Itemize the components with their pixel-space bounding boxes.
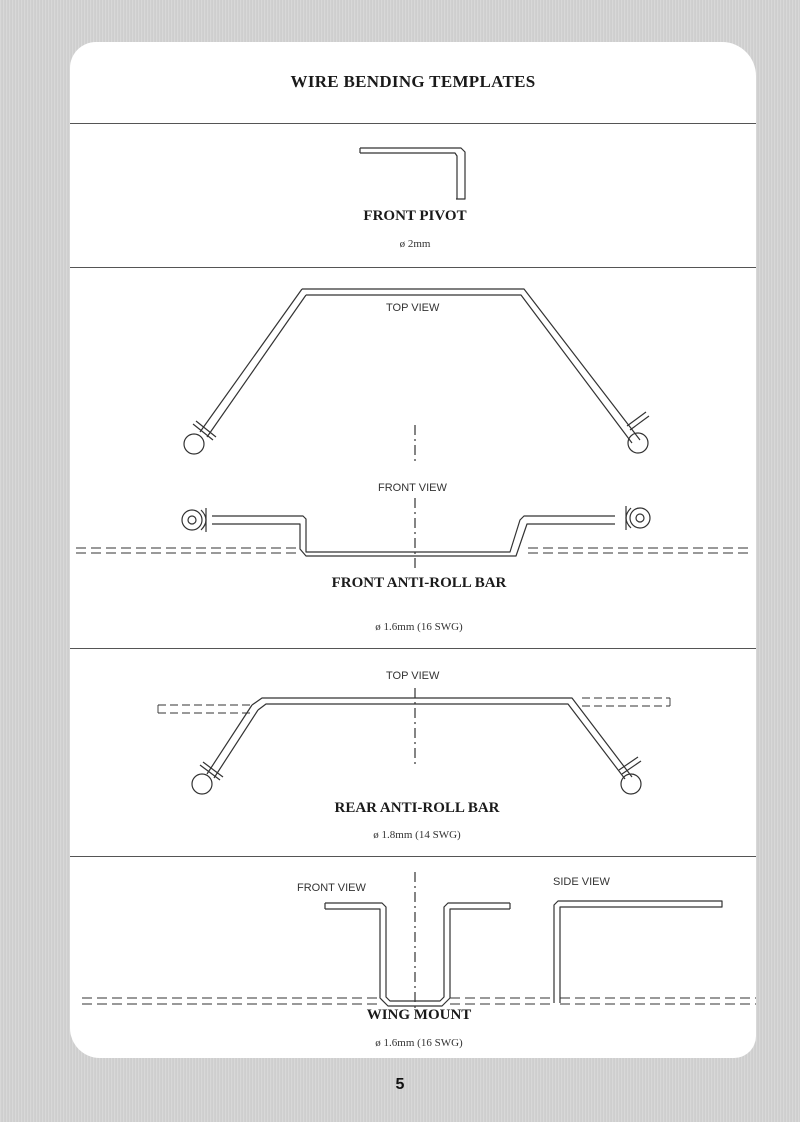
front-pivot-label: FRONT PIVOT (363, 208, 467, 224)
front-pivot-spec: ø 2mm (399, 238, 431, 250)
rear-anti-roll-bar-label: REAR ANTI-ROLL BAR (334, 800, 500, 816)
rear-bar-top-view-caption: TOP VIEW (386, 670, 440, 682)
front-bar-front-view-caption: FRONT VIEW (378, 482, 447, 494)
front-bar-front-view-drawing (76, 498, 752, 570)
front-bar-top-view-drawing (184, 289, 649, 465)
wing-mount-label: WING MOUNT (366, 1007, 472, 1023)
wing-mount-side-view-caption: SIDE VIEW (553, 876, 610, 888)
front-anti-roll-bar-spec: ø 1.6mm (16 SWG) (375, 621, 463, 633)
wing-mount-front-view-caption: FRONT VIEW (297, 882, 366, 894)
wing-mount-side-view-drawing (554, 901, 756, 1004)
front-bar-top-view-caption: TOP VIEW (386, 302, 440, 314)
front-pivot-drawing (360, 148, 465, 199)
page-title: WIRE BENDING TEMPLATES (290, 72, 536, 91)
rear-bar-top-view-drawing (158, 688, 670, 794)
page-number: 5 (395, 1076, 405, 1093)
rear-anti-roll-bar-spec: ø 1.8mm (14 SWG) (373, 829, 461, 841)
front-anti-roll-bar-label: FRONT ANTI-ROLL BAR (331, 575, 507, 591)
wing-mount-spec: ø 1.6mm (16 SWG) (375, 1037, 463, 1049)
